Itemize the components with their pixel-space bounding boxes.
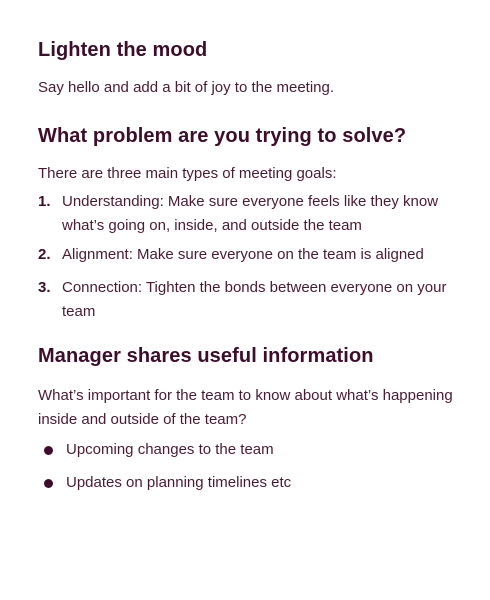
paragraph-lighten-the-mood: Say hello and add a bit of joy to the meeting. bbox=[38, 79, 335, 96]
heading-lighten-the-mood: Lighten the mood bbox=[38, 39, 208, 61]
list-item bbox=[38, 243, 458, 267]
paragraph-manager-info: What’s important for the team to know about what’s happening inside and outside of the team? bbox=[38, 387, 453, 428]
list-item-text: Alignment: Make sure everyone on the team is aligned bbox=[62, 246, 424, 263]
document-content bbox=[38, 36, 458, 504]
list-item-text: Understanding: Make sure everyone feels like they know what’s going on, inside, and outside the team bbox=[62, 193, 439, 234]
paragraph-meeting-goals-intro: There are three main types of meeting goals: bbox=[38, 165, 337, 182]
list-number: 2. bbox=[38, 246, 51, 263]
heading-problem-to-solve: What problem are you trying to solve? bbox=[38, 125, 407, 147]
list-item bbox=[38, 438, 458, 462]
list-item bbox=[38, 471, 458, 495]
list-item-text: Connection: Tighten the bonds between everyone on your team bbox=[62, 279, 447, 320]
list-item bbox=[38, 190, 458, 238]
updates-bullet-list bbox=[38, 438, 458, 495]
bullet-icon bbox=[44, 446, 53, 455]
bullet-icon bbox=[44, 479, 53, 488]
list-item-text: Updates on planning timelines etc bbox=[66, 474, 292, 491]
list-item bbox=[38, 276, 458, 324]
heading-manager-shares-info: Manager shares useful information bbox=[38, 345, 374, 367]
list-number: 3. bbox=[38, 279, 51, 296]
list-number: 1. bbox=[38, 193, 51, 210]
meeting-goals-list bbox=[38, 190, 458, 324]
list-item-text: Upcoming changes to the team bbox=[66, 441, 274, 458]
